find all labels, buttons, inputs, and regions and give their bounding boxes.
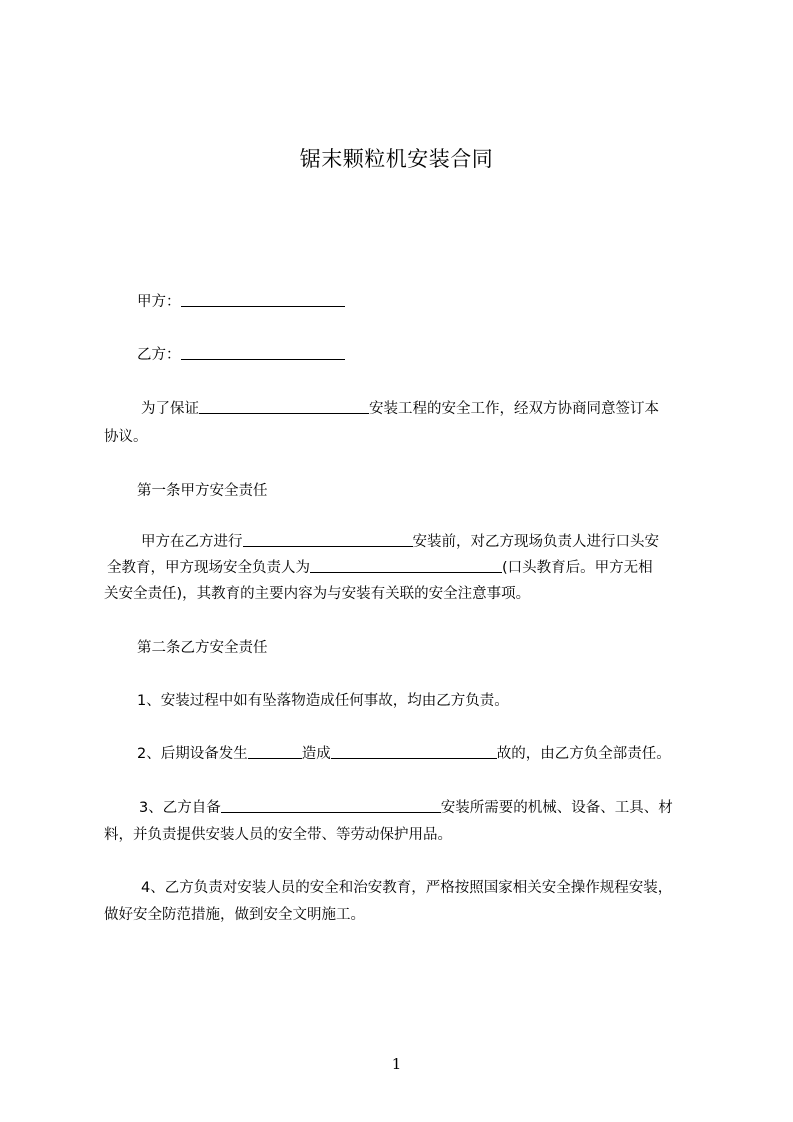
intro-line-2: 协议。 [104,429,148,445]
article2-item-3 [139,798,673,818]
article1-person-blank [310,558,502,573]
item2-part-b: 造成 [301,746,331,762]
item2-part-c: 故的，由乙方负全部责任。 [496,746,671,762]
intro-prefix: 为了保证 [141,401,199,417]
intro-line-1 [141,399,659,419]
article1-heading: 第一条甲方安全责任 [137,483,268,499]
item2-blank-1 [248,744,302,759]
party-a-blank [181,292,345,307]
article1-l1-prefix: 甲方在乙方进行 [141,534,243,550]
party-b-line [137,345,345,365]
article2-item-2 [137,744,671,764]
article1-l2-prefix: 全教育，甲方现场安全负责人为 [107,560,310,576]
item3-part-b: 安装所需要的机械、设备、工具、材 [440,800,673,816]
article2-heading: 第二条乙方安全责任 [137,640,268,656]
article1-line-1 [141,532,659,552]
article1-install-blank [243,532,413,547]
intro-blank [199,399,369,414]
article2-item-4-line-2: 做好安全防范措施，做到安全文明施工。 [104,907,365,923]
article1-line-2 [107,558,653,578]
item2-part-a: 2、后期设备发生 [137,746,248,762]
intro-suffix: 安装工程的安全工作，经双方协商同意签订本 [369,401,659,417]
article2-item-1: 1、安装过程中如有坠落物造成任何事故，均由乙方负责。 [137,693,509,709]
page-number: 1 [391,1055,402,1073]
party-b-label: 乙方： [137,347,181,363]
item3-blank [221,798,441,813]
article2-item-4-line-1: 4、乙方负责对安装人员的安全和治安教育，严格按照国家相关安全操作规程安装， [141,880,673,896]
article2-item-3-line-2: 料，并负责提供安装人员的安全带、等劳动保护用品。 [104,827,452,843]
document-title: 锯末颗粒机安装合同 [299,147,494,171]
article1-l1-suffix: 安装前，对乙方现场负责人进行口头安 [412,534,659,550]
item2-blank-2 [331,744,497,759]
article1-l2-suffix: (口头教育后。甲方无相 [502,560,653,576]
item3-part-a: 3、乙方自备 [139,800,221,816]
party-a-label: 甲方： [137,294,181,310]
article1-line-3: 关安全责任)，其教育的主要内容为与安装有关联的安全注意事项。 [104,586,531,602]
party-b-blank [181,345,345,360]
party-a-line [137,292,345,312]
